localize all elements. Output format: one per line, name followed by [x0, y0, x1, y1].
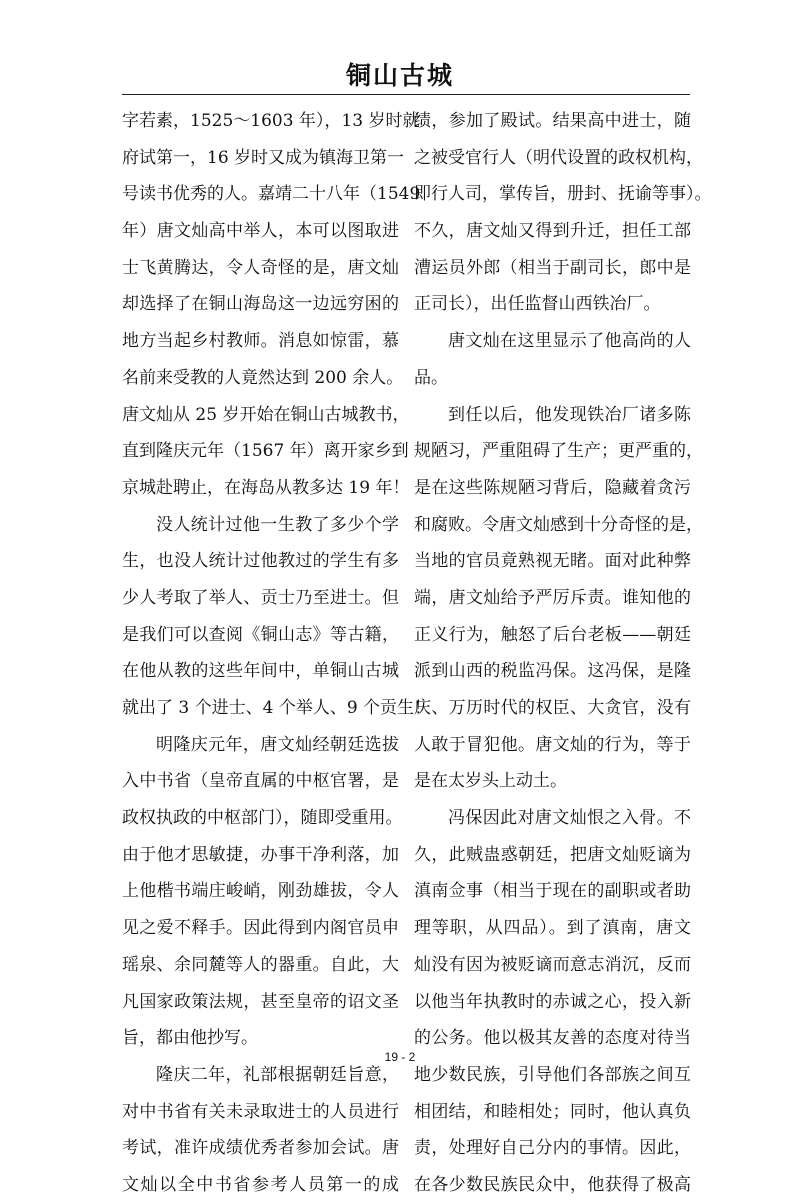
text-line: 是在这些陈规陋习背后，隐藏着贪污	[414, 477, 691, 498]
text-line: 见之爱不释手。因此得到内阁官员申	[122, 918, 399, 939]
text-line: 理等职，从四品）。到了滇南，唐文	[414, 918, 691, 939]
text-line: 唐文灿在这里显示了他高尚的人	[448, 331, 691, 352]
text-line: 以他当年执教时的赤诚之心，投入新	[414, 991, 691, 1012]
text-line: 冯保因此对唐文灿恨之入骨。不	[448, 808, 691, 829]
text-line: 是在太岁头上动土。	[414, 771, 567, 792]
text-line: 唐文灿从 25 岁开始在铜山古城教书，	[122, 404, 410, 425]
text-line: 府试第一，16 岁时又成为镇海卫第一	[122, 147, 405, 168]
text-line: 之被受官行人（明代设置的政权机构，	[414, 147, 703, 168]
text-line: 明隆庆元年，唐文灿经朝廷选拔	[156, 734, 399, 755]
text-line: 当地的官员竟熟视无睹。面对此种弊	[414, 551, 691, 572]
text-line: 号读书优秀的人。嘉靖二十八年（1549	[122, 184, 421, 205]
text-line: 规陋习，严重阻碍了生产；更严重的，	[414, 441, 703, 462]
text-line: 少人考取了举人、贡士乃至进士。但	[122, 587, 399, 608]
text-line: 漕运员外郎（相当于副司长，郎中是	[414, 257, 691, 278]
text-line: 考试，准许成绩优秀者参加会试。唐	[122, 1138, 399, 1159]
text-line: 的公务。他以极其友善的态度对待当	[414, 1028, 691, 1049]
text-line: 是我们可以查阅《铜山志》等古籍，	[122, 624, 399, 645]
text-line: 人敢于冒犯他。唐文灿的行为，等于	[414, 734, 691, 755]
text-line: 瑶泉、余同麓等人的器重。自此，大	[122, 954, 399, 975]
text-line: 旨，都由他抄写。	[122, 1028, 258, 1049]
page-number: 19 - 2	[384, 1050, 416, 1064]
text-line: 地方当起乡村教师。消息如惊雷，慕	[122, 331, 399, 352]
header-divider	[122, 94, 690, 95]
text-line: 正义行为，触怒了后台老板——朝廷	[414, 624, 691, 645]
text-line: 端，唐文灿给予严厉斥责。谁知他的	[414, 587, 691, 608]
text-line: 即行人司，掌传旨，册封、抚谕等事）。	[414, 184, 712, 205]
text-line: 和腐败。令唐文灿感到十分奇怪的是，	[414, 514, 703, 535]
text-line: 派到山西的税监冯保。这冯保，是隆	[414, 661, 691, 682]
text-line: 责，处理好自己分内的事情。因此，	[414, 1138, 691, 1159]
text-line: 到任以后，他发现铁冶厂诸多陈	[448, 404, 691, 425]
text-line: 久，此贼蛊惑朝廷，把唐文灿贬谪为	[414, 844, 691, 865]
page-title: 铜山古城	[345, 61, 454, 90]
text-line: 没人统计过他一生教了多少个学	[156, 514, 399, 535]
text-line: 字若素，1525～1603 年），13 岁时就	[122, 111, 420, 131]
text-line: 入中书省（皇帝直属的中枢官署，是	[122, 771, 399, 792]
text-line: 上他楷书端庄峻峭，刚劲雄拔，令人	[122, 881, 399, 902]
text-line: 庆、万历时代的权臣、大贪官，没有	[414, 698, 691, 718]
text-line: 在各少数民族民众中，他获得了极高	[414, 1174, 691, 1195]
text-line: 正司长），出任监督山西铁冶厂。	[414, 294, 661, 315]
text-line: 灿没有因为被贬谪而意志消沉，反而	[414, 954, 691, 975]
text-line: 在他从教的这些年间中，单铜山古城	[122, 661, 399, 682]
text-line: 相团结，和睦相处；同时，他认真负	[414, 1101, 691, 1122]
text-line: 由于他才思敏捷，办事干净利落，加	[122, 844, 399, 865]
text-line: 地少数民族，引导他们各部族之间互	[414, 1064, 691, 1085]
text-line: 文灿以全中书省参考人员第一的成	[122, 1174, 399, 1195]
text-line: 士飞黄腾达，令人奇怪的是，唐文灿	[122, 257, 399, 278]
text-line: 就出了 3 个进士、4 个举人、9 个贡生！	[122, 698, 432, 718]
text-line: 品。	[414, 367, 448, 388]
text-line: 政权执政的中枢部门），随即受重用。	[122, 808, 403, 829]
text-line: 年）唐文灿高中举人，本可以图取进	[122, 221, 399, 242]
text-line: 对中书省有关未录取进士的人员进行	[122, 1101, 399, 1122]
text-line: 绩，参加了殿试。结果高中进士，随	[414, 111, 691, 131]
text-line: 京城赴聘止，在海岛从教多达 19 年！	[122, 477, 410, 498]
text-line: 直到隆庆元年（1567 年）离开家乡到	[122, 441, 409, 462]
text-line: 隆庆二年，礼部根据朝廷旨意，	[156, 1064, 399, 1085]
text-line: 不久，唐文灿又得到升迁，担任工部	[414, 221, 691, 242]
text-line: 名前来受教的人竟然达到 200 余人。	[122, 367, 404, 388]
text-line: 却选择了在铜山海岛这一边远穷困的	[122, 294, 399, 315]
text-line: 滇南佥事（相当于现在的副职或者助	[414, 881, 691, 902]
text-line: 生，也没人统计过他教过的学生有多	[122, 551, 399, 572]
text-line: 凡国家政策法规，甚至皇帝的诏文圣	[122, 991, 399, 1012]
right-text-column	[414, 103, 712, 1204]
